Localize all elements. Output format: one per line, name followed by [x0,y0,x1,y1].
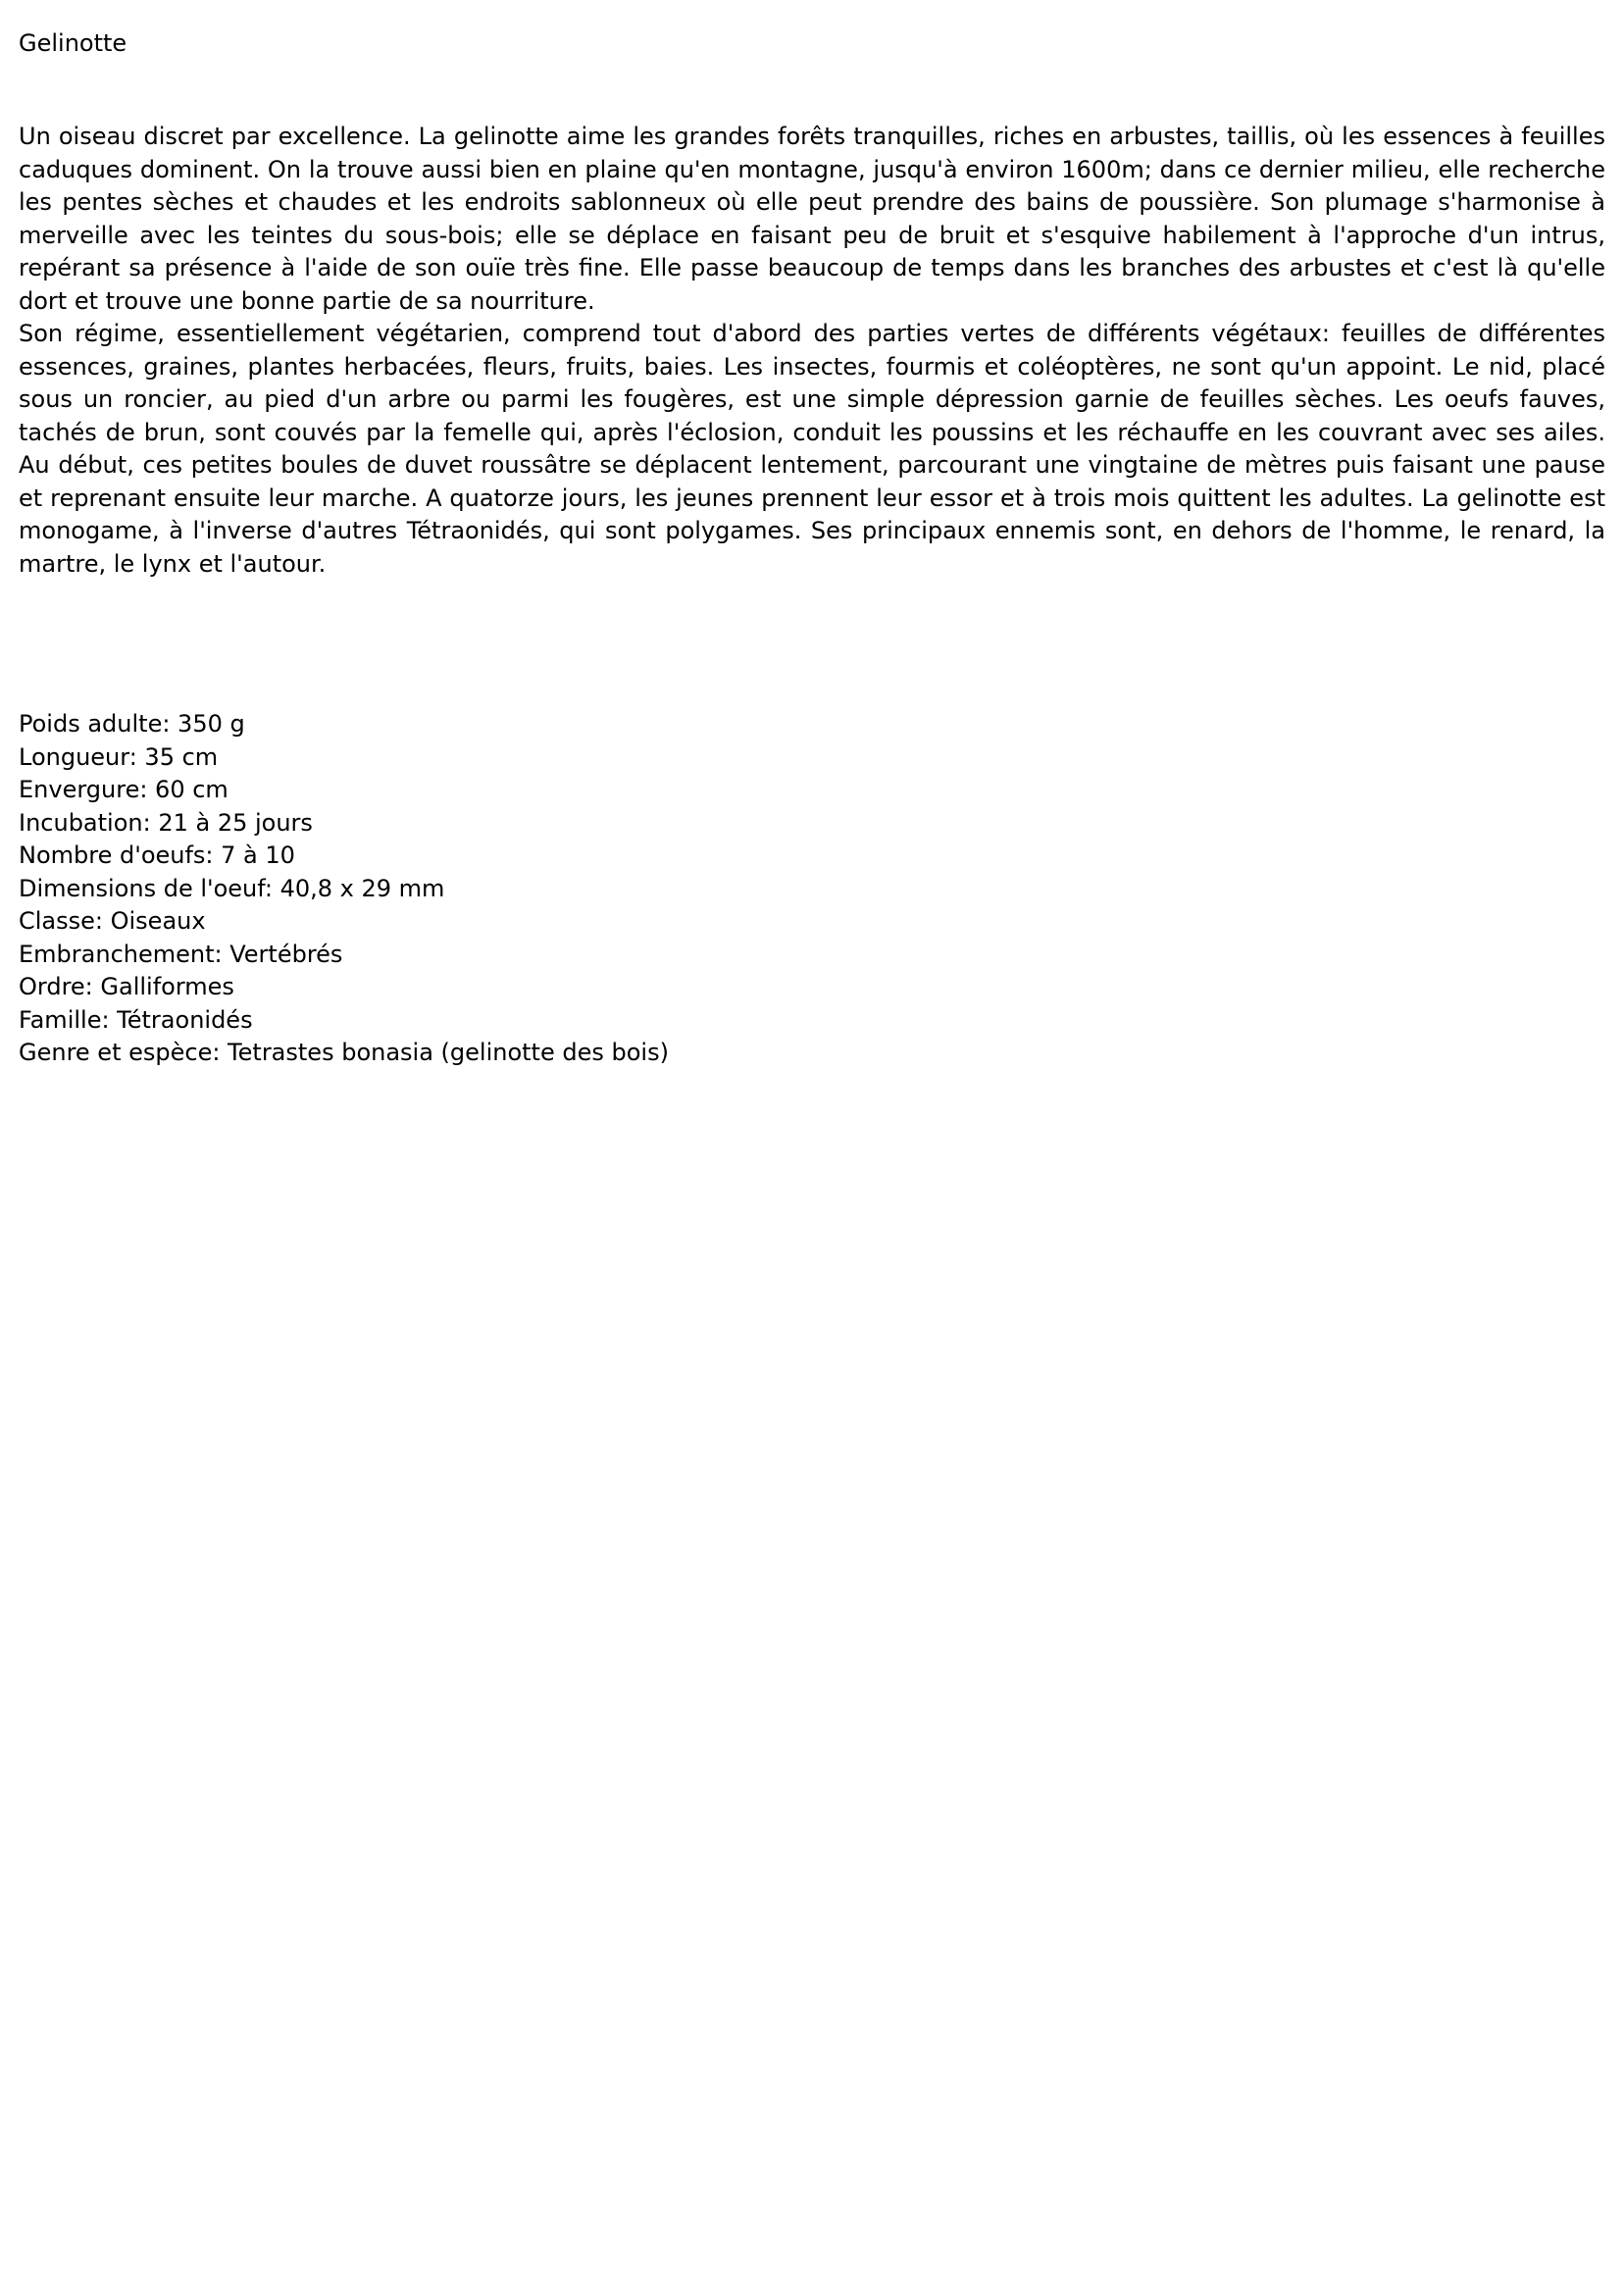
fact-wingspan: Envergure: 60 cm [19,776,228,803]
facts-list [19,708,1605,1070]
fact-length: Longueur: 35 cm [19,742,219,771]
fact-class: Classe: Oiseaux [19,907,206,935]
description-text [19,121,1605,581]
fact-egg-dimensions: Dimensions de l'oeuf: 40,8 x 29 mm [19,874,445,902]
fact-phylum: Embranchement: Vertébrés [19,940,343,968]
fact-order: Ordre: Galliformes [19,973,234,1000]
paragraph-diet-reproduction: Son régime, essentiellement végétarien, comprend tout d'abord des parties vertes de différents végétaux: feuilles de différentes essences, graines, plantes herbacées, fleurs, fruits, baies. Les insectes, fourmis et coléoptères, ne sont qu'un appoint. Le nid, placé sous un roncier, au pied d'un arbre ou parmi les fougères, est une simple dépression garnie de feuilles sèches. Les oeufs fauves, tachés de brun, sont couvés par la femelle qui, après l'éclosion, conduit les poussins et les réchauffe en les couvrant avec ses ailes. Au début, ces petites boules de duvet roussâtre se déplacent lentement, parcourant une vingtaine de mètres puis faisant une pause et reprenant ensuite leur marche. A quatorze jours, les jeunes prennent leur essor et à trois mois quittent les adultes. La gelinotte est monogame, à l'inverse d'autres Tétraonidés, qui sont polygames. Ses principaux ennemis sont, en dehors de l'homme, le renard, la martre, le lynx et l'autour. [19,320,1605,578]
fact-weight: Poids adulte: 350 g [19,710,245,738]
fact-egg-count: Nombre d'oeufs: 7 à 10 [19,841,295,869]
page-title: Gelinotte [19,29,127,57]
paragraph-habitat: Un oiseau discret par excellence. La gelinotte aime les grandes forêts tranquilles, riches en arbustes, taillis, où les essences à feuilles caduques dominent. On la trouve aussi bien en plaine qu'en montagne, jusqu'à environ 1600m; dans ce dernier milieu, elle recherche les pentes sèches et chaudes et les endroits sablonneux où elle peut prendre des bains de poussière. Son plumage s'harmonise à merveille avec les teintes du sous-bois; elle se déplace en faisant peu de bruit et s'esquive habilement à l'approche d'un intrus, repérant sa présence à l'aide de son ouïe très fine. Elle passe beaucoup de temps dans les branches des arbustes et c'est là qu'elle dort et trouve une bonne partie de sa nourriture. [19,123,1605,315]
fact-genus-species: Genre et espèce: Tetrastes bonasia (gelinotte des bois) [19,1039,669,1066]
fact-incubation: Incubation: 21 à 25 jours [19,808,313,837]
fact-family: Famille: Tétraonidés [19,1005,253,1034]
